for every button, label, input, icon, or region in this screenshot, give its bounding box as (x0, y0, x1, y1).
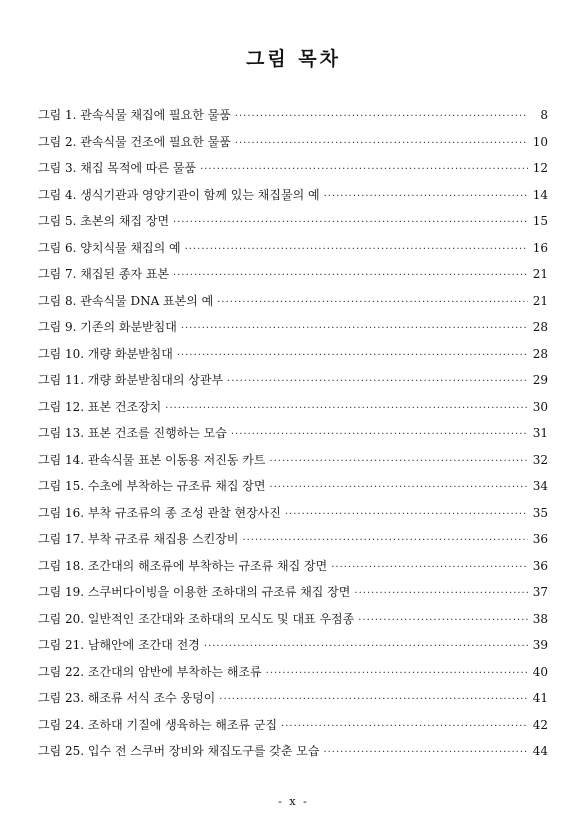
toc-entry-page-number: 12 (532, 161, 548, 175)
toc-entry-label: 그림 5. 초본의 채집 장면 (38, 214, 170, 228)
page-title: 그림 목차 (245, 48, 342, 70)
toc-entry-label: 그림 4. 생식기관과 영양기관이 함께 있는 채집물의 예 (38, 187, 320, 202)
toc-entry[interactable] (38, 553, 548, 580)
dot-leader (242, 528, 528, 555)
toc-entry-page-number: 38 (532, 611, 548, 626)
toc-entry-page-number: 28 (532, 346, 548, 361)
toc-entry-label: 그림 19. 스쿠버다이빙을 이용한 조하대의 규조류 채집 장면 (38, 585, 351, 599)
toc-entry[interactable] (38, 447, 548, 474)
toc-entry-page-number: 36 (532, 558, 548, 573)
dot-leader (181, 316, 528, 343)
toc-entry-page-number: 29 (532, 373, 548, 387)
toc-entry-page-number: 32 (532, 452, 548, 467)
toc-entry-label: 그림 6. 양치식물 채집의 예 (38, 240, 181, 255)
toc-entry[interactable] (38, 659, 548, 686)
toc-entry-label: 그림 25. 입수 전 스쿠버 장비와 채집도구를 갖춘 모습 (38, 744, 320, 758)
dot-leader (269, 449, 528, 476)
toc-entry-page-number: 15 (532, 214, 548, 228)
toc-entry-page-number: 34 (532, 479, 548, 493)
toc-entry-label: 그림 18. 조간대의 해조류에 부착하는 규조류 채집 장면 (38, 558, 328, 573)
dot-leader (227, 369, 528, 396)
dot-leader (231, 422, 528, 449)
dot-leader (331, 555, 528, 582)
toc-entry-page-number: 35 (532, 505, 548, 520)
dot-leader (217, 290, 528, 317)
toc-entry-page-number: 21 (532, 267, 548, 281)
dot-leader (185, 237, 528, 264)
toc-entry[interactable] (38, 500, 548, 527)
toc-entry-label: 그림 17. 부착 규조류 채집용 스킨장비 (38, 532, 239, 546)
dot-leader (177, 343, 528, 370)
toc-entry[interactable] (38, 606, 548, 633)
toc-entry[interactable] (38, 685, 548, 712)
toc-entry-page-number: 36 (532, 532, 548, 546)
toc-entry-label: 그림 8. 관속식물 DNA 표본의 예 (38, 293, 214, 308)
dot-leader (219, 687, 528, 714)
toc-entry-page-number: 42 (532, 717, 548, 732)
figure-toc-list (38, 102, 548, 765)
dot-leader (323, 740, 528, 767)
dot-leader (269, 475, 528, 502)
toc-entry[interactable] (38, 129, 548, 156)
dot-leader (235, 104, 528, 131)
toc-entry-label: 그림 24. 조하대 기질에 생육하는 해조류 군집 (38, 717, 278, 732)
toc-entry-page-number: 40 (532, 664, 548, 679)
toc-entry[interactable] (38, 712, 548, 739)
toc-entry[interactable] (38, 288, 548, 315)
toc-entry-page-number: 30 (532, 399, 548, 414)
dot-leader (354, 581, 528, 608)
toc-entry-page-number: 14 (532, 187, 548, 202)
dot-leader (266, 661, 528, 688)
toc-entry-page-number: 37 (532, 585, 548, 599)
dot-leader (281, 714, 528, 741)
toc-entry-label: 그림 11. 개량 화분받침대의 상관부 (38, 373, 224, 387)
toc-entry-page-number: 21 (532, 293, 548, 308)
toc-entry[interactable] (38, 261, 548, 288)
toc-entry-label: 그림 14. 관속식물 표본 이동용 저진동 카트 (38, 452, 266, 467)
toc-entry-page-number: 10 (532, 134, 548, 149)
toc-entry[interactable] (38, 102, 548, 129)
toc-entry-page-number: 8 (540, 108, 548, 122)
toc-entry-label: 그림 16. 부착 규조류의 종 조성 관찰 현장사진 (38, 505, 281, 520)
toc-entry-label: 그림 12. 표본 건조장치 (38, 399, 162, 414)
toc-entry-label: 그림 13. 표본 건조를 진행하는 모습 (38, 426, 227, 440)
toc-entry[interactable] (38, 208, 548, 235)
toc-entry[interactable] (38, 579, 548, 606)
toc-entry-page-number: 16 (532, 240, 548, 255)
toc-entry[interactable] (38, 632, 548, 659)
toc-entry-label: 그림 15. 수초에 부착하는 규조류 채집 장면 (38, 479, 266, 493)
toc-entry-label: 그림 21. 남해안에 조간대 전경 (38, 638, 200, 652)
toc-entry[interactable] (38, 738, 548, 765)
toc-entry-label: 그림 2. 관속식물 건조에 필요한 물품 (38, 134, 231, 149)
toc-entry-page-number: 41 (532, 691, 548, 705)
dot-leader (173, 263, 528, 290)
toc-entry-label: 그림 23. 해조류 서식 조수 웅덩이 (38, 691, 216, 705)
toc-entry[interactable] (38, 341, 548, 368)
dot-leader (165, 396, 528, 423)
toc-entry-label: 그림 22. 조간대의 암반에 부착하는 해조류 (38, 664, 262, 679)
toc-entry-label: 그림 20. 일반적인 조간대와 조하대의 모식도 및 대표 우점종 (38, 611, 355, 626)
toc-entry-page-number: 44 (532, 744, 548, 758)
toc-entry[interactable] (38, 420, 548, 447)
toc-entry-page-number: 28 (532, 320, 548, 334)
dot-leader (358, 608, 528, 635)
page-number-footer: - x - (278, 795, 309, 808)
dot-leader (204, 634, 528, 661)
toc-entry[interactable] (38, 155, 548, 182)
toc-entry[interactable] (38, 235, 548, 262)
dot-leader (285, 502, 528, 529)
toc-entry-label: 그림 10. 개량 화분받침대 (38, 346, 173, 361)
toc-entry[interactable] (38, 526, 548, 553)
toc-entry[interactable] (38, 394, 548, 421)
toc-entry-label: 그림 3. 채집 목적에 따른 물품 (38, 161, 197, 175)
toc-entry-label: 그림 7. 채집된 종자 표본 (38, 267, 170, 281)
toc-entry-page-number: 39 (532, 638, 548, 652)
dot-leader (200, 157, 528, 184)
toc-entry-page-number: 31 (532, 426, 548, 440)
toc-entry-label: 그림 9. 기존의 화분받침대 (38, 320, 177, 334)
dot-leader (235, 131, 528, 158)
toc-entry[interactable] (38, 182, 548, 209)
toc-entry[interactable] (38, 314, 548, 341)
dot-leader (173, 210, 528, 237)
dot-leader (324, 184, 528, 211)
toc-entry[interactable] (38, 473, 548, 500)
toc-entry-label: 그림 1. 관속식물 채집에 필요한 물품 (38, 108, 231, 122)
toc-entry[interactable] (38, 367, 548, 394)
